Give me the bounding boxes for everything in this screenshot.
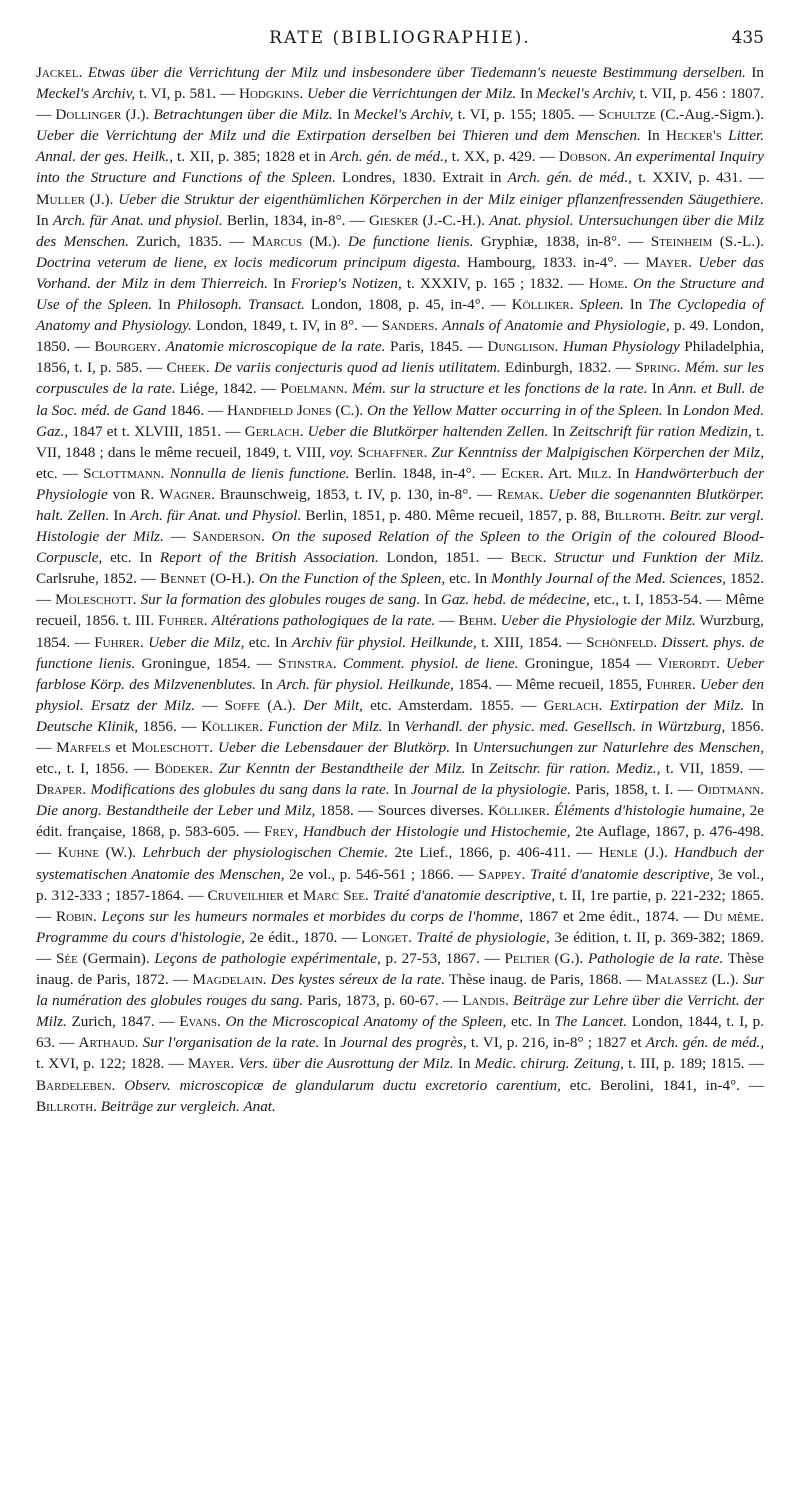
author-name: Bardeleben. [36, 1076, 116, 1094]
title-segment: Ueber das Vorhand. der Milz in dem Thierreich. [36, 253, 765, 292]
author-name: Sclottmann. [83, 464, 165, 482]
text-segment [602, 697, 609, 714]
title-segment: Journal des progrès, [340, 1034, 467, 1052]
text-segment: (C.-Aug.-Sigm.). [655, 106, 764, 124]
title-segment: Ueber farblose Körp. des Milzvenenblutes. [36, 654, 764, 693]
title-segment: Traité d'anatomie descriptive, [530, 865, 714, 883]
text-segment: etc., t. I, 1856. — [36, 760, 155, 778]
title-segment: Sur la numération des globules rouges du sang. [36, 971, 764, 1010]
title-segment: Die anorg. Bestandtheile der Leber und Milz, [36, 802, 316, 820]
text-segment: t. XXXIV, p. 165 ; 1832. — [401, 274, 589, 292]
title-segment: Beiträge zur Lehre über die Verricht. der Milz. [36, 992, 764, 1031]
title-segment: Ueber die Milz, [148, 633, 245, 651]
text-segment: In [332, 106, 354, 124]
text-segment: p. 49. London, 1850. — [36, 317, 765, 356]
title-segment: An experimental Inquiry into the Structure and Functions of the Spleen. [36, 148, 765, 187]
text-segment: (M.). [302, 232, 348, 250]
text-segment: In [382, 717, 405, 735]
author-name: Peltier [504, 949, 550, 967]
title-segment: Comment. physiol. de liene. [342, 654, 519, 672]
title-segment: voy. [329, 443, 354, 461]
text-segment: 3e vol., p. 312-333 ; 1857-1864. — [36, 865, 764, 904]
title-segment: London Med. Gaz., [36, 401, 765, 440]
text-segment: Carlsruhe, 1852. — [36, 570, 161, 588]
title-segment: Beitr. zur vergl. Histologie der Milz. [36, 506, 765, 546]
author-name: Muller [36, 190, 85, 208]
text-segment: Art. [543, 464, 578, 482]
title-segment: Nonnulla de lienis functione. [169, 464, 350, 482]
title-segment: Lehrbuch der physiologischen Chemie. [142, 844, 389, 862]
text-segment: London, 1849, t. IV, in 8°. — [191, 317, 382, 335]
title-segment: Ueber die Verrichtung der Milz und die Extirpation derselben bei Thieren und dem Menschen. [36, 127, 641, 145]
text-segment: Wurzburg, 1854. — [36, 612, 764, 651]
text-segment: London, 1851. — [378, 549, 511, 567]
text-segment: p. 27-53, 1867. — [380, 949, 505, 967]
title-segment: Traité de physiologie, [416, 928, 550, 946]
author-name: Home. [588, 274, 628, 292]
text-segment: (S.-L.). [712, 232, 764, 250]
text-segment: etc. Berolini, 1841, in-4°. — [560, 1076, 765, 1094]
text-segment: — [195, 696, 225, 714]
title-segment: Ueber die Blutkörper haltenden Zellen. [307, 422, 549, 440]
title-segment: Anatomie microscopique de la rate. [165, 338, 386, 356]
text-segment: London, 1844, t. I, p. 63. — [36, 1013, 765, 1052]
text-segment: In [453, 1055, 475, 1073]
title-segment: The Cyclopedia of Anatomy and Physiology. [36, 296, 764, 335]
text-segment: 2te Lief., 1866, p. 406-411. — [388, 844, 599, 862]
title-segment: The Lancet. [554, 1013, 628, 1031]
author-name: Dollinger [55, 106, 122, 124]
text-segment: (O-H.). [206, 570, 259, 588]
text-segment: In [420, 591, 441, 609]
title-segment: Extirpation der Milz. [609, 696, 745, 714]
author-name: Stinstra. [278, 654, 337, 672]
text-segment: Paris, 1845. — [385, 338, 488, 356]
author-name: Handfield Jones [227, 401, 332, 419]
text-segment: t. VII, 1859. — [660, 760, 765, 778]
text-segment: (J.-C.-H.). [418, 211, 490, 229]
title-segment: Litter. Annal. der ges. Heilk., [36, 127, 764, 166]
author-name: Fuhrer. [94, 633, 144, 651]
author-name: Sanders. [381, 317, 438, 335]
text-segment: Paris, 1873, p. 60-67. — [303, 992, 463, 1010]
title-segment: On the Function of the Spleen, [258, 570, 446, 588]
text-segment: In [548, 422, 570, 440]
title-segment: Untersuchungen zur Naturlehre des Menschen, [472, 739, 765, 756]
text-segment: Thèse inaug. de Paris, 1872. — [36, 949, 764, 989]
text-segment: (J.). [637, 844, 675, 862]
text-segment: In [662, 401, 683, 419]
text-segment [115, 1077, 124, 1094]
title-segment: De functione lienis. [347, 232, 474, 250]
text-segment: In [36, 211, 53, 229]
text-segment: (C.). [331, 401, 368, 419]
text-segment: In [465, 760, 489, 778]
title-segment: Deutsche Klinik, [36, 717, 139, 735]
author-name: Kuhne [57, 844, 100, 862]
text-segment: In [256, 675, 278, 693]
author-name: Bennet [160, 570, 207, 588]
author-name: Cheek. [166, 359, 210, 377]
title-segment: Handbuch der Histologie und Histochemie, [302, 823, 571, 841]
author-name: Henle [598, 844, 638, 862]
text-segment: In [640, 127, 666, 145]
author-name: Marcus [251, 232, 303, 250]
text-segment: t. XII, p. 385; 1828 et in [173, 148, 330, 166]
author-name: Fuhrer. [646, 675, 696, 693]
author-name: Ecker. [501, 464, 544, 482]
title-segment: On the suposed Relation of the Spleen to the Origin of the coloured Blood-Corpuscle, [36, 528, 765, 567]
title-segment: Programme du cours d'histologie, [36, 928, 245, 946]
title-segment: Observ. microscopicæ de glandularum ductu excretorio carentium, [124, 1076, 561, 1094]
title-segment: Dissert. phys. de functione lienis. [36, 633, 765, 672]
author-name: Evans. [179, 1013, 221, 1031]
author-name: Moleschott. [55, 591, 137, 609]
text-segment: Hambourg, 1833. in-4°. — [460, 253, 646, 271]
author-name: Billroth. [604, 506, 666, 524]
title-segment: Zur Kenntniss der Malpigischen Körperchen der Milz, [431, 443, 765, 461]
title-segment: Traité d'anatomie descriptive, [372, 886, 556, 904]
text-segment: (J.). [121, 106, 154, 124]
title-segment: Des kystes séreux de la rate. [270, 971, 445, 989]
text-segment: In [450, 739, 473, 756]
bibliography-paragraph [36, 62, 764, 1117]
text-segment: — [435, 612, 459, 630]
author-name: Soffe [224, 696, 261, 714]
author-name: Spring. [635, 359, 681, 377]
title-segment: Leçons de pathologie expérimentale, [154, 949, 381, 967]
text-segment: 1858. — Sources diverses. [315, 802, 488, 820]
text-segment: Zurich, 1847. — [66, 1013, 180, 1031]
title-segment: Meckel's Archiv, [36, 85, 136, 103]
author-name: Remak. [497, 485, 544, 503]
page-number: 435 [731, 28, 764, 48]
title-segment: Structur und Funktion der Milz. [554, 549, 764, 567]
text-segment: et [110, 739, 132, 756]
text-segment: 1846. — [166, 401, 228, 419]
text-segment: Braunschweig, 1853, t. IV, p. 130, in-8°. — [215, 485, 498, 503]
title-segment: Anat. physiol. Untersuchungen über die Milz des Menschen. [36, 211, 765, 250]
title-segment: Arch. für physiol. Heilkunde, [277, 675, 454, 693]
title-segment: Modifications des globules du sang dans la rate. [90, 781, 390, 799]
author-name: Billroth. [36, 1097, 97, 1115]
text-segment: etc. — [36, 464, 84, 482]
title-segment: Function der Milz. [267, 717, 383, 735]
author-name: Schönfeld. [586, 633, 658, 651]
text-segment: Paris, 1858, t. I. — [570, 781, 698, 799]
text-segment: Philadelphia, 1856, t. I, p. 585. — [36, 338, 765, 377]
text-segment: von R. [107, 485, 159, 503]
text-segment: t. VI, p. 155; 1805. — [453, 106, 599, 124]
title-segment: Spleen. [579, 296, 624, 314]
title-segment: On the Microscopical Anatomy of the Spleen, [225, 1013, 507, 1031]
title-segment: Meckel's Archiv, [536, 85, 636, 103]
title-segment: Altérations pathologiques de la rate. [211, 612, 436, 630]
author-name: Bourgery. [94, 338, 162, 356]
author-name: Gerlach. [244, 422, 304, 440]
title-segment: Froriep's Notizen, [290, 274, 402, 292]
author-name: Cruveilhier [207, 886, 284, 904]
author-name: Kölliker. [201, 717, 263, 735]
text-segment: (W.). [99, 844, 143, 862]
author-name: Schultze [598, 106, 656, 124]
text-segment: etc. Amsterdam. 1855. — [362, 696, 544, 714]
title-segment: Journal de la physiologie. [410, 781, 571, 799]
text-segment: In [745, 64, 764, 81]
title-segment: Arch. für Anat. und physiol. [52, 211, 223, 229]
author-name: Du même. [703, 907, 764, 925]
author-name: Frey, [263, 823, 299, 841]
title-segment: Handwörterbuch der Physiologie [36, 464, 764, 503]
author-name: Wagner. [159, 485, 216, 503]
text-segment: In [516, 85, 537, 103]
title-segment: Beiträge zur vergleich. Anat. [100, 1097, 276, 1115]
text-segment: Berlin, 1851, p. 480. Même recueil, 1857, p. 88, [301, 506, 605, 524]
text-segment: In [611, 464, 635, 482]
title-segment: Pathologie de la rate. [587, 949, 724, 967]
author-name: Gerlach. [543, 696, 603, 714]
title-segment: Éléments d'histologie humaine, [554, 802, 746, 820]
text-segment: t. VII, 1848 ; dans le même recueil, 1849, t. VIII, [36, 422, 764, 461]
text-segment: t. II, 1re partie, p. 221-232; 1865. — [36, 886, 764, 925]
author-name: Schaffner. [357, 443, 428, 461]
text-segment [265, 528, 272, 545]
author-name: Magdelain. [192, 971, 267, 989]
text-segment: In [109, 506, 131, 524]
text-segment: Zurich, 1835. — [128, 232, 252, 250]
author-name: Draper. [36, 781, 87, 799]
title-segment: Verhandl. der physic. med. Gesellsch. in Würtzburg, [404, 717, 726, 735]
text-segment: 2e édit., 1870. — [244, 928, 362, 946]
text-segment: 3e édition, t. II, p. 369-382; 1869. — [36, 928, 764, 967]
title-segment: Monthly Journal of the Med. Sciences, [491, 570, 726, 588]
text-segment: etc. In [244, 633, 292, 651]
author-name: Jackel. [36, 64, 83, 81]
author-name: Steinheim [650, 232, 713, 250]
author-name: Behm. [458, 612, 497, 630]
text-segment: 1847 et t. XLVIII, 1851. — [68, 422, 245, 440]
document-page [36, 28, 764, 1117]
author-name: Landis. [462, 992, 509, 1010]
title-segment: Der Milt, [303, 696, 363, 714]
author-name: Beck. [510, 549, 547, 567]
author-name: Dunglison. [487, 338, 559, 356]
text-segment: t. VI, p. 581. — [135, 85, 240, 103]
author-name: Malassez [645, 971, 708, 989]
text-segment: Thèse inaug. de Paris, 1868. — [445, 971, 646, 989]
author-name: Oidtmann. [697, 781, 765, 799]
author-name: Bödeker. [154, 760, 214, 778]
page-header [36, 28, 764, 54]
title-segment: Zeitschrift für ration Medizin, [569, 422, 752, 440]
title-segment: Arch. gén. de méd., [329, 148, 448, 166]
text-segment: 2e vol., p. 546-561 ; 1866. — [284, 865, 479, 883]
author-name: Mayer. [187, 1055, 235, 1073]
author-name: Sappey. [478, 865, 526, 883]
title-segment: Ann. et Bull. de la Soc. méd. de Gand [36, 380, 765, 419]
author-name: Marc See. [302, 886, 369, 904]
author-name: Mayer. [645, 253, 692, 271]
text-segment: 1854. — Même recueil, 1855, [453, 675, 647, 693]
text-segment: Gryphiæ, 1838, in-8°. — [473, 232, 651, 250]
author-name: Moleschott. [131, 739, 214, 756]
text-segment: In [152, 296, 177, 314]
text-segment: (A.). [260, 696, 304, 714]
author-name: Vierordt. [657, 654, 720, 672]
title-segment: Arch. für Anat. und Physiol. [130, 506, 302, 524]
title-segment: Sur la formation des globules rouges de sang. [140, 591, 421, 609]
text-segment: 2e édit. française, 1868, p. 583-605. — [36, 802, 764, 841]
text-segment: Groningue, 1854 — [518, 654, 658, 672]
title-segment: Gaz. hebd. de médecine, [440, 591, 590, 609]
text-segment: etc. In [445, 570, 492, 588]
title-segment: Mém. sur la structure et les fonctions de la rate. [351, 380, 648, 398]
text-segment: t. XVI, p. 122; 1828. — [36, 1055, 188, 1073]
author-name: Poelmann. [280, 380, 348, 398]
title-segment: Ueber die sogenannten Blutkörper. halt. Zellen. [36, 485, 764, 524]
text-segment: In [389, 781, 411, 799]
author-name: Hodgkins. [239, 85, 304, 103]
title-segment: Report of the British Association. [159, 549, 379, 567]
title-segment: Ueber die Struktur der eigenthümlichen Körperchen in der Milz einiger pflanzenfressenden Säugethiere. [118, 190, 764, 208]
text-segment: 2te Auflage, 1867, p. 476-498. — [36, 823, 764, 862]
title-segment: Arch. gén. de méd., [507, 169, 632, 187]
title-segment: Ueber die Physiologie der Milz. [500, 612, 696, 630]
text-segment: Londres, 1830. Extrait in [335, 169, 508, 187]
title-segment: Handbuch der systematischen Anatomie des Menschen, [36, 844, 765, 883]
text-segment: (Germain). [77, 949, 155, 967]
text-segment: Liége, 1842. — [175, 380, 281, 398]
text-segment: In [267, 274, 291, 292]
text-segment: Berlin, 1834, in-8°. — [222, 211, 369, 229]
author-name: Longet. [361, 928, 412, 946]
title-segment: Leçons sur les humeurs normales et morbides du corps de l'homme, [101, 907, 524, 925]
title-segment: Doctrina veterum de liene, ex locis medicorum principum digesta. [36, 253, 461, 271]
text-segment: In [647, 380, 669, 398]
text-segment: — [163, 528, 193, 546]
text-segment: In [744, 696, 764, 714]
text-segment: Groningue, 1854. — [135, 654, 279, 672]
title-segment: Meckel's Archiv, [353, 106, 454, 124]
text-segment: 1852. — [36, 570, 765, 609]
text-segment: 1856. — [138, 717, 202, 735]
text-segment: t. VI, p. 216, in-8° ; 1827 et [466, 1034, 646, 1052]
text-segment: 1867 et 2me édit., 1874. — [523, 907, 704, 925]
author-name: Kölliker. [511, 296, 574, 314]
text-segment: t. XXIV, p. 431. — [631, 169, 764, 187]
title-segment: Medic. chirurg. Zeitung, [474, 1055, 624, 1073]
text-segment: t. XX, p. 429. — [447, 148, 559, 166]
text-segment: (J.). [84, 190, 119, 208]
author-name: Fuhrer. [158, 612, 208, 630]
title-segment: Mém. sur les corpuscules de la rate. [36, 359, 765, 398]
text-segment: 1856. — [36, 717, 765, 756]
text-segment: In [319, 1034, 341, 1052]
title-segment: Human Physiology [562, 338, 680, 356]
text-segment: etc. In [506, 1013, 555, 1031]
title-segment: Zur Kenntn der Bestandtheile der Milz. [218, 760, 466, 778]
text-segment: t. III, p. 189; 1815. — [623, 1055, 764, 1073]
text-segment: Edinburgh, 1832. — [500, 359, 636, 377]
title-segment: Zeitschr. für ration. Mediz., [488, 760, 661, 778]
text-segment: et [283, 886, 303, 904]
author-name: Milz. [577, 464, 612, 482]
author-name: Sée [55, 949, 78, 967]
author-name: Hecker's [665, 127, 722, 145]
text-segment: Berlin. 1848, in-4°. — [349, 464, 502, 482]
title-segment: On the Yellow Matter occurring in of the Spleen. [367, 401, 663, 419]
author-name: Marfels [56, 739, 111, 756]
text-segment: (L.). [707, 971, 743, 989]
text-segment: London, 1808, p. 45, in-4°. — [304, 296, 512, 314]
author-name: Robin. [55, 907, 97, 925]
title-segment: Betrachtungen über die Milz. [153, 106, 333, 124]
title-segment: On the Structure and Use of the Spleen. [36, 274, 764, 314]
author-name: Kölliker. [488, 802, 550, 820]
author-name: Sanderson. [192, 528, 265, 546]
text-segment: t. VII, p. 456 : 1807. — [36, 85, 764, 124]
title-segment: Ueber die Verrichtungen der Milz. [307, 85, 517, 103]
title-segment: Ueber den physiol. Ersatz der Milz. [36, 675, 765, 714]
text-segment: t. XIII, 1854. — [476, 633, 587, 651]
title-segment: Annals of Anatomie and Physiologie, [442, 317, 670, 335]
text-segment: etc. In [102, 549, 160, 567]
author-name: Arthaud. [78, 1034, 139, 1052]
title-segment: Arch. gén. de méd., [645, 1034, 765, 1052]
title-segment: Sur l'organisation de la rate. [142, 1034, 320, 1052]
author-name: Dobson. [558, 148, 611, 166]
text-segment: etc., t. I, 1853-54. — Même recueil, 1856. t. III. [36, 591, 765, 630]
text-segment: (G.). [549, 949, 588, 967]
title-segment: Ueber die Lebensdauer der Blutkörp. [218, 739, 451, 756]
title-segment: Etwas über die Verrichtung der Milz und insbesondere über Tiedemann's neueste Bestimmung derselben. [87, 64, 746, 81]
text-segment: In [623, 296, 649, 314]
title-segment: De variis conjecturis quod ad lienis utilitatem. [214, 359, 501, 377]
author-name: Giesker [368, 211, 419, 229]
title-segment: Philosoph. Transact. [176, 296, 305, 314]
title-segment: Archiv für physiol. Heilkunde, [291, 633, 477, 651]
running-title: RATE (BIBLIOGRAPHIE). [269, 28, 531, 48]
title-segment: Vers. über die Ausrottung der Milz. [238, 1055, 454, 1073]
